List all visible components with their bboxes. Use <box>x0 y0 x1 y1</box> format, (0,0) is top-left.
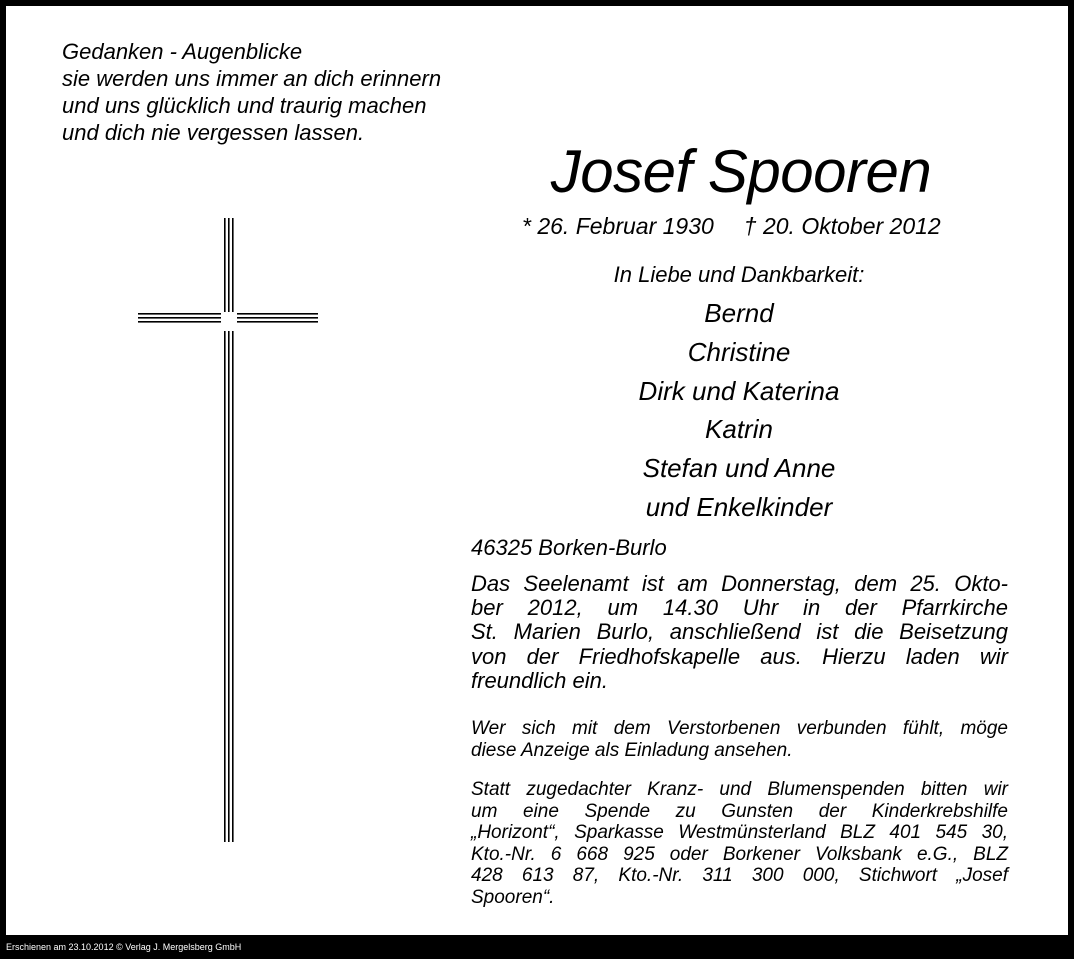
paragraph-line: diese Anzeige als Einladung ansehen. <box>471 739 793 761</box>
mourners-intro: In Liebe und Dankbarkeit: <box>613 262 865 287</box>
paragraph-line: Kto.-Nr. 6 668 925 oder Borkener Volksbank e.G., BLZ <box>471 843 1008 865</box>
mourner-name: und Enkelkinder <box>645 491 833 522</box>
memorial-poem <box>62 38 441 146</box>
birth-date: * 26. Februar 1930 <box>522 213 714 239</box>
mourner-name: Christine <box>687 336 791 367</box>
poem-line: Gedanken - Augenblicke <box>62 39 303 64</box>
paragraph-line: freundlich ein. <box>471 667 608 693</box>
mourner-name: Dirk und Katerina <box>638 375 840 406</box>
mourner-name: Katrin <box>705 414 773 445</box>
mourner-name: Stefan und Anne <box>642 453 836 484</box>
paragraph-line: ber 2012, um 14.30 Uhr in der Pfarrkirche <box>471 595 1008 621</box>
paragraph-line: „Horizont“, Sparkasse Westmünsterland BLZ 401 545 30, <box>471 822 1008 843</box>
paragraph-line: Wer sich mit dem Verstorbenen verbunden fühlt, möge <box>471 718 1008 739</box>
paragraph-line: von der Friedhofskapelle aus. Hierzu laden wir <box>471 643 1008 669</box>
invitation-paragraph <box>471 718 1008 761</box>
life-dates <box>522 212 941 240</box>
deceased-name: Josef Spooren <box>550 138 932 205</box>
funeral-service-paragraph <box>471 572 1008 693</box>
mourner-name: Bernd <box>704 298 774 328</box>
cross-icon <box>136 218 320 842</box>
poem-line: sie werden uns immer an dich erinnern <box>62 66 442 91</box>
paragraph-line: Das Seelenamt ist am Donnerstag, dem 25. Okto- <box>471 571 1008 596</box>
mourners-list <box>504 294 974 527</box>
poem-line: und dich nie vergessen lassen. <box>62 120 365 145</box>
death-date: † 20. Oktober 2012 <box>743 213 941 239</box>
obituary-notice <box>6 6 1068 935</box>
paragraph-line: 428 613 87, Kto.-Nr. 311 300 000, Stichwort „Josef <box>471 865 1008 886</box>
paragraph-line: St. Marien Burlo, anschließend ist die Beisetzung <box>471 619 1008 645</box>
poem-line: und uns glücklich und traurig machen <box>62 93 427 118</box>
paragraph-line: Statt zugedachter Kranz- und Blumenspenden bitten wir <box>471 779 1008 800</box>
paragraph-line: um eine Spende zu Gunsten der Kinderkrebshilfe <box>471 800 1008 822</box>
mourners-location: 46325 Borken-Burlo <box>471 535 667 560</box>
paragraph-line: Spooren“. <box>471 886 555 908</box>
donation-paragraph <box>471 779 1008 908</box>
publication-footer: Erschienen am 23.10.2012 © Verlag J. Mergelsberg GmbH <box>6 942 242 952</box>
